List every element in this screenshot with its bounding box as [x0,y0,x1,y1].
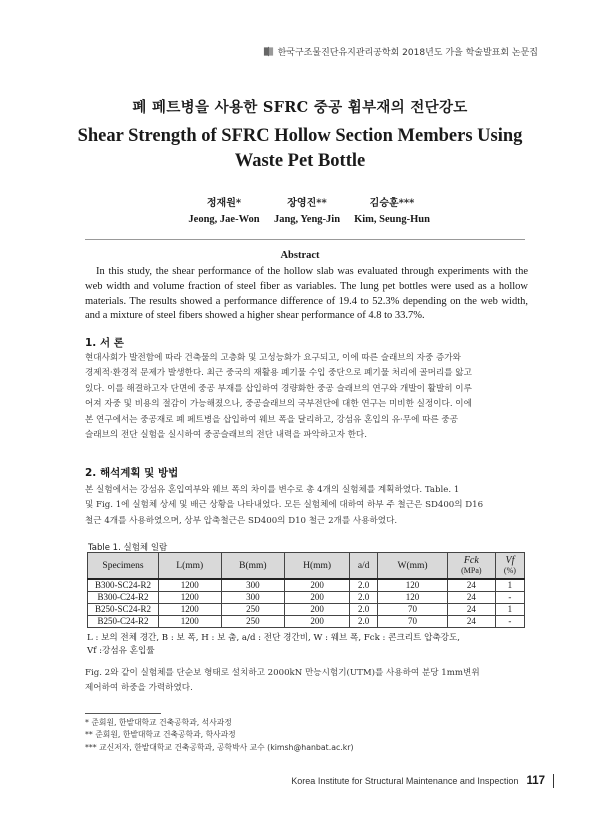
book-icon [263,46,274,57]
text-line: 철근 4개를 사용하였으며, 상부 압축철근은 SD400의 D10 철근 2개를 사용하였다. [85,515,398,526]
footer-organization: Korea Institute for Structural Maintenance and Inspection [291,776,519,786]
text-line: 본 연구에서는 중공재로 폐 페트병을 삽입하여 웨브 폭을 달리하고, 강섬유 혼입의 유·무에 따른 중공 [85,414,459,425]
specimen-table [87,552,525,628]
text-line: Fig. 2와 같이 실험체를 단순보 형태로 설치하고 2000kN 만능시험기(UTM)를 사용하여 분당 1mm변위 [85,668,480,678]
table-cell: 250 [221,616,285,628]
footer-bar [553,774,554,788]
author-name-en: Kim, Seung-Hun [354,214,430,225]
table-header-row [88,553,525,580]
abstract-heading: Abstract [280,250,320,261]
table-cell: 1 [495,579,524,592]
table-cell: 2.0 [350,604,378,616]
section-1-heading: 1. 서 론 [85,337,124,349]
footnote: *** 교신저자, 한밭대학교 건축공학과, 공학박사 교수 (kimsh@hanbat.ac.kr) [85,742,354,752]
col-header-symbol: Fck [463,554,479,566]
col-header [447,553,495,580]
footnotes [85,717,354,754]
title-english: Shear Strength of SFRC Hollow Section Members Using Waste Pet Bottle [77,126,523,171]
abstract-text: In this study, the shear performance of the hollow slab was evaluated through experiments with the web width and volume fraction of steel fiber as variables. The lung pet bottles were used as a hollow materials. The results showed a performance difference of 19.4 to 52.3% depending on the web width, and a mixture of steel fibers showed a higher shear performance of 4.8 to 33.7%. [85,266,528,322]
table-cell: 1200 [159,604,222,616]
footnote: ** 준회원, 한밭대학교 건축공학과, 학사과정 [85,730,236,740]
text-line: 슬래브의 전단 실험을 실시하여 중공슬래브의 전단 내력을 파악하고자 한다. [85,430,367,441]
legend-line: Vf :강섬유 혼입률 [87,646,155,656]
page-number: 117 [526,775,545,787]
page-footer [291,774,554,788]
table-cell: 1200 [159,616,222,628]
author-name-ko: 김승훈*** [369,198,415,209]
table-cell: 2.0 [350,592,378,604]
table-cell: 70 [378,616,448,628]
footnote: * 준회원, 한밭대학교 건축공학과, 석사과정 [85,718,232,727]
text-line: 어져 자중 및 비용의 절감이 가능해졌으나, 중공슬래브의 국부전단에 대한 연구는 미비한 실정이다. 이에 [85,399,472,410]
table-cell: 1200 [159,592,222,604]
table-caption: Table 1. 실험체 일람 [88,543,168,553]
col-header: H(mm) [285,553,350,580]
text-line: 본 실험에서는 강섬유 혼입여부와 웨브 폭의 차이를 변수로 총 4개의 실험체를 계획하였다. Table. 1 [85,485,460,495]
text-line: 제어하여 하중을 가력하였다. [85,683,193,694]
author-name-ko: 정재원* [206,198,242,209]
table-legend [87,632,532,658]
table-cell: 300 [221,579,285,592]
col-header: W(mm) [378,553,448,580]
table-cell: B300-SC24-R2 [88,579,159,592]
journal-name: 한국구조물진단유지관리공학회 2018년도 가을 학술발표회 논문집 [277,48,538,58]
table-row [88,616,525,628]
table-cell: 200 [285,616,350,628]
title-korean: 폐 페트병을 사용한 SFRC 중공 휨부재의 전단강도 [132,99,468,116]
table-cell: 70 [378,604,448,616]
section-2-body-continued [85,666,528,697]
text-line: 및 Fig. 1에 실험체 상세 및 배근 상황을 나타내었다. 모든 실험체에 대하여 하부 주 철근은 SD400의 D16 [85,500,484,511]
table-cell: 250 [221,604,285,616]
table-cell: 24 [447,616,495,628]
table-cell: 1200 [159,579,222,592]
table-cell: 120 [378,592,448,604]
footnote-divider [85,713,161,714]
table-cell: 200 [285,592,350,604]
col-header [495,553,524,580]
table-cell: 24 [447,604,495,616]
col-header-symbol: Vf [505,554,515,566]
col-header: L(mm) [159,553,222,580]
author-name-en: Jeong, Jae-Won [188,214,260,225]
table-cell: 120 [378,579,448,592]
col-header-unit: (MPa) [461,565,482,575]
text-line: 있다. 이를 해결하고자 단면에 중공 부재를 삽입하여 경량화한 중공 슬래브의 연구와 개발이 활발히 이루 [85,383,472,394]
author-3 [332,194,452,225]
author-name-en: Jang, Yeng-Jin [273,214,341,225]
col-header: B(mm) [221,553,285,580]
table-cell: B250-SC24-R2 [88,604,159,616]
col-header-unit: (%) [503,565,516,575]
author-name-ko: 장영진** [287,198,327,209]
col-header: Specimens [88,553,159,580]
divider-line [85,239,525,240]
section-2-heading: 2. 해석계획 및 방법 [85,467,179,479]
table-cell: 2.0 [350,616,378,628]
table-cell: 1 [495,604,524,616]
table-cell: 24 [447,592,495,604]
journal-header [263,45,538,58]
table-cell: B250-C24-R2 [88,616,159,628]
text-line: 경제적·환경적 문제가 발생한다. 최근 중국의 재활용 폐기물 수입 중단으로 폐기물 처리에 골머리를 앓고 [85,368,472,379]
table-cell: 24 [447,579,495,592]
table-row [88,604,525,616]
table-cell: - [495,616,524,628]
table-cell: - [495,592,524,604]
table-cell: 2.0 [350,579,378,592]
col-header: a/d [350,553,378,580]
table-cell: B300-C24-R2 [88,592,159,604]
table-cell: 300 [221,592,285,604]
section-2-body [85,483,528,529]
table-row [88,579,525,592]
legend-line: L : 보의 전체 경간, B : 보 폭, H : 보 춤, a/d : 전단 경간비, W : 웨브 폭, Fck : 콘크리트 압축강도, [87,633,461,643]
section-1-body [85,351,528,443]
text-line: 현대사회가 발전함에 따라 건축물의 고층화 및 고성능화가 요구되고, 이에 따른 슬래브의 자중 증가와 [85,353,461,363]
table-row [88,592,525,604]
table-cell: 200 [285,604,350,616]
table-cell: 200 [285,579,350,592]
